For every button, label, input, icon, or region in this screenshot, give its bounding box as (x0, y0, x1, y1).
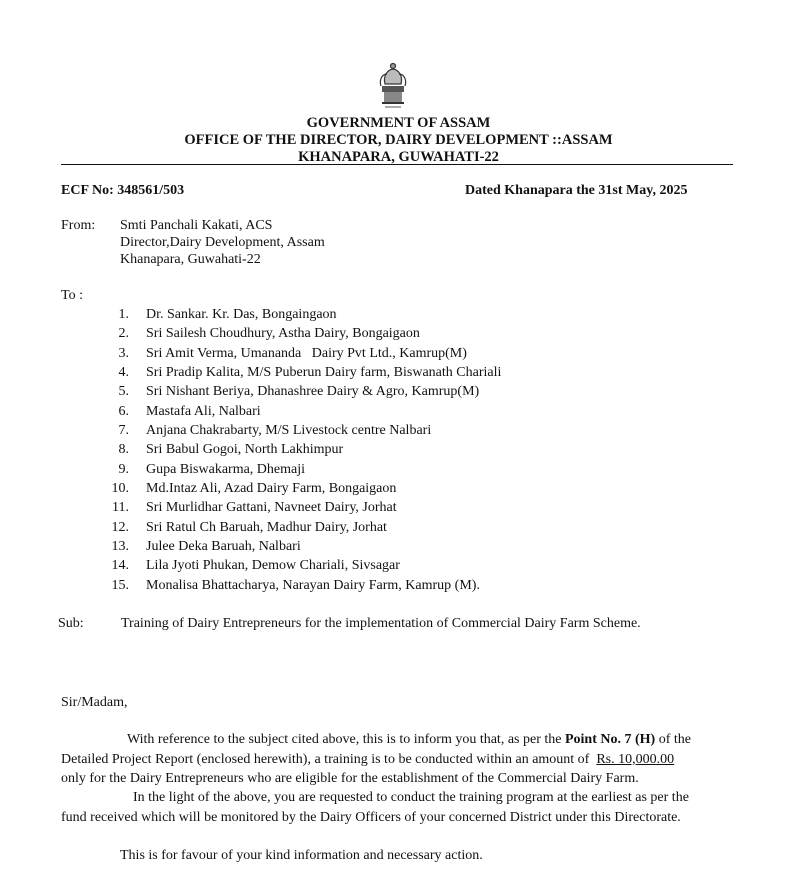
header-address: KHANAPARA, GUWAHATI-22 (298, 149, 499, 165)
recipient-number: 15. (111, 578, 129, 593)
recipient-number: 13. (111, 539, 129, 554)
recipient-name: Dr. Sankar. Kr. Das, Bongaingaon (146, 307, 337, 322)
subject-text: Training of Dairy Entrepreneurs for the implementation of Commercial Dairy Farm Scheme. (121, 616, 641, 631)
from-label: From: (61, 218, 96, 233)
header-divider (61, 164, 733, 165)
recipient-name: Md.Intaz Ali, Azad Dairy Farm, Bongaigaon (146, 481, 397, 496)
recipient-number: 1. (118, 307, 129, 322)
recipient-name: Julee Deka Baruah, Nalbari (146, 539, 301, 554)
body-paragraph-1-line-1 (127, 730, 691, 749)
from-line: Smti Panchali Kakati, ACS (120, 218, 273, 233)
recipient-name: Mastafa Ali, Nalbari (146, 404, 261, 419)
salutation: Sir/Madam, (61, 695, 128, 710)
letter-date: Dated Khanapara the 31st May, 2025 (465, 183, 688, 198)
recipient-number: 10. (111, 481, 129, 496)
closing-line: This is for favour of your kind information and necessary action. (120, 848, 483, 863)
recipient-name: Gupa Biswakarma, Dhemaji (146, 462, 306, 477)
header-government: GOVERNMENT OF ASSAM (306, 115, 491, 131)
recipient-number: 3. (118, 346, 129, 361)
recipient-number: 2. (118, 326, 129, 341)
recipient-name: Sri Ratul Ch Baruah, Madhur Dairy, Jorhat (146, 520, 387, 535)
body-paragraph-1-line-3: only for the Dairy Entrepreneurs who are eligible for the establishment of the Commercial Dairy Farm. (61, 771, 639, 786)
header-office: OFFICE OF THE DIRECTOR, DAIRY DEVELOPMENT ::ASSAM (184, 132, 613, 148)
point-reference: Point No. 7 (H) (564, 732, 656, 747)
ecf-number: ECF No: 348561/503 (61, 183, 185, 198)
body-text: With reference to the subject cited above, this is to inform you that, as per the (127, 732, 565, 747)
recipient-name: Monalisa Bhattacharya, Narayan Dairy Farm, Kamrup (M). (146, 578, 480, 593)
training-amount: Rs. 10,000.00 (596, 752, 675, 767)
recipient-number: 6. (118, 404, 129, 419)
recipient-number: 12. (111, 520, 129, 535)
body-paragraph-1-line-2 (61, 750, 674, 769)
recipient-number: 9. (118, 462, 129, 477)
to-label: To : (61, 288, 83, 303)
recipient-name: Sri Pradip Kalita, M/S Puberun Dairy farm, Biswanath Chariali (146, 365, 502, 380)
from-line: Khanapara, Guwahati-22 (120, 252, 261, 267)
body-paragraph-2-line-2: fund received which will be monitored by the Dairy Officers of your concerned District under this Directorate. (61, 810, 681, 825)
recipient-number: 14. (111, 558, 129, 573)
recipient-name: Lila Jyoti Phukan, Demow Chariali, Sivsagar (146, 558, 400, 573)
recipient-number: 8. (118, 442, 129, 457)
recipient-number: 4. (118, 365, 129, 380)
body-text: Detailed Project Report (enclosed herewith), a training is to be conducted within an amount of (61, 752, 597, 767)
recipient-name: Sri Nishant Beriya, Dhanashree Dairy & Agro, Kamrup(M) (146, 384, 480, 399)
recipient-number: 7. (118, 423, 129, 438)
from-line: Director,Dairy Development, Assam (120, 235, 325, 250)
recipient-name: Sri Babul Gogoi, North Lakhimpur (146, 442, 344, 457)
recipient-number: 5. (118, 384, 129, 399)
body-text: of the (655, 732, 691, 747)
body-paragraph-2-line-1: In the light of the above, you are requested to conduct the training program at the earliest as per the (133, 790, 689, 805)
recipient-name: Sri Murlidhar Gattani, Navneet Dairy, Jorhat (146, 500, 397, 515)
recipient-number: 11. (112, 500, 129, 515)
recipient-name: Sri Sailesh Choudhury, Astha Dairy, Bongaigaon (146, 326, 420, 341)
recipient-name: Anjana Chakrabarty, M/S Livestock centre Nalbari (146, 423, 432, 438)
recipient-name: Sri Amit Verma, Umananda Dairy Pvt Ltd., Kamrup(M) (146, 346, 467, 361)
subject-label: Sub: (58, 616, 84, 631)
national-emblem-icon (373, 62, 413, 110)
